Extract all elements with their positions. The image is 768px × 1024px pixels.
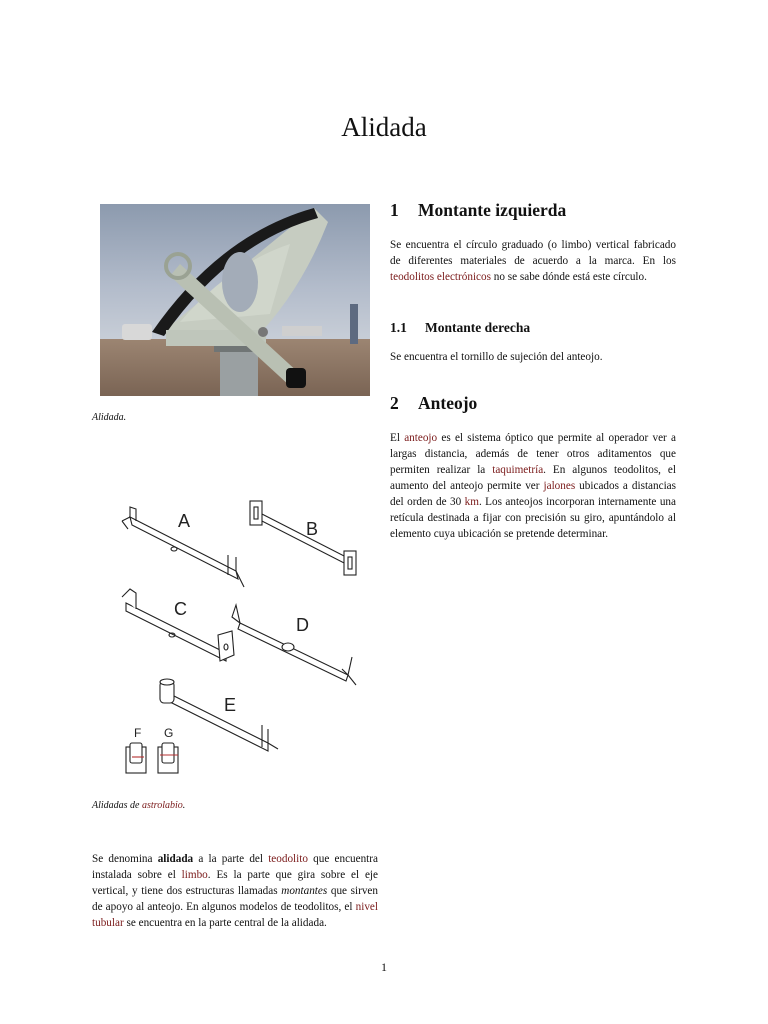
diagram-caption (92, 800, 185, 811)
section-2-title: Anteojo (418, 393, 478, 413)
label-d: D (296, 615, 309, 635)
photo-caption: Alidada. (92, 412, 127, 423)
label-g: G (164, 726, 174, 740)
astrolabe-alidades-diagram (108, 485, 374, 785)
alidade-photo (100, 204, 370, 396)
section-1-text-1: Se encuentra el círculo graduado (o limbo) vertical fabricado de diferentes materiales de acuerdo a la marca. En los (390, 239, 676, 267)
section-1-1-heading (390, 320, 530, 336)
astrolabe-alidades-illustration (108, 485, 374, 785)
intro-text-5: que sirven de apoyo al anteojo. En algunos modelos de teodolitos, el (92, 885, 378, 913)
intro-text-3: que encuentra instalada sobre el (92, 853, 378, 881)
section-2-heading (390, 393, 477, 414)
section-2-text-3: . En algunos teodolitos, el aumento del anteojo permite ver (390, 464, 676, 492)
astrolabio-link[interactable]: astrolabio (142, 800, 183, 811)
section-1-heading (390, 200, 566, 221)
section-1-title: Montante izquierda (418, 200, 567, 220)
page-title: Alidada (341, 112, 427, 142)
intro-text-6: se encuentra en la parte central de la alidada. (123, 917, 327, 929)
label-f: F (134, 726, 142, 740)
section-2-text-5: . Los anteojos incorporan internamente una retícula destinada a fijar con precisión su giro, apuntándolo al elemento cuya ubicación se pretende determinar. (390, 496, 676, 540)
label-b: B (306, 519, 319, 539)
km-link[interactable]: km (464, 496, 479, 508)
section-2-text-2: es el sistema óptico que permite al operador ver a largas distancia, además de tener otros aditamentos que permiten realizar la (390, 432, 676, 476)
section-1-paragraph (390, 237, 676, 285)
section-1-1-paragraph: Se encuentra el tornillo de sujeción del anteojo. (390, 351, 603, 363)
intro-text-1: Se denomina (92, 853, 158, 865)
intro-paragraph (92, 851, 378, 931)
section-1-text-2: no se sabe dónde está este círculo. (490, 271, 647, 283)
section-2-text-1: El (390, 432, 405, 444)
section-1-1-number: 1.1 (390, 320, 407, 335)
section-1-number: 1 (390, 200, 399, 220)
limbo-link[interactable]: limbo (181, 869, 208, 881)
teodolitos-electronicos-link[interactable]: teodolitos electrónicos (390, 271, 491, 283)
section-2-paragraph (390, 430, 676, 542)
intro-text-2: a la parte del (193, 853, 269, 865)
intro-text-4: . Es la parte que gira sobre el eje vertical, y tiene dos estructuras llamadas (92, 869, 378, 897)
taquimetria-link[interactable]: taquimetría (492, 464, 544, 476)
diagram-caption-prefix: Alidadas de (92, 800, 142, 811)
anteojo-link[interactable]: anteojo (404, 432, 438, 444)
label-c: C (174, 599, 187, 619)
label-e: E (224, 695, 237, 715)
diagram-caption-suffix: . (182, 800, 186, 811)
section-2-text-4: ubicados a distancias del orden de 30 (390, 480, 677, 508)
intro-term-alidada: alidada (157, 853, 194, 865)
nivel-tubular-link[interactable]: nivel tubular (92, 901, 378, 929)
jalones-link[interactable]: jalones (543, 480, 576, 492)
intro-term-montantes: montantes (281, 885, 328, 897)
section-2-number: 2 (390, 393, 399, 413)
section-1-1-title: Montante derecha (425, 320, 531, 335)
teodolito-link[interactable]: teodolito (268, 853, 308, 865)
alidade-photo-illustration (100, 204, 370, 396)
page-number: 1 (381, 960, 387, 974)
label-a: A (178, 511, 191, 531)
